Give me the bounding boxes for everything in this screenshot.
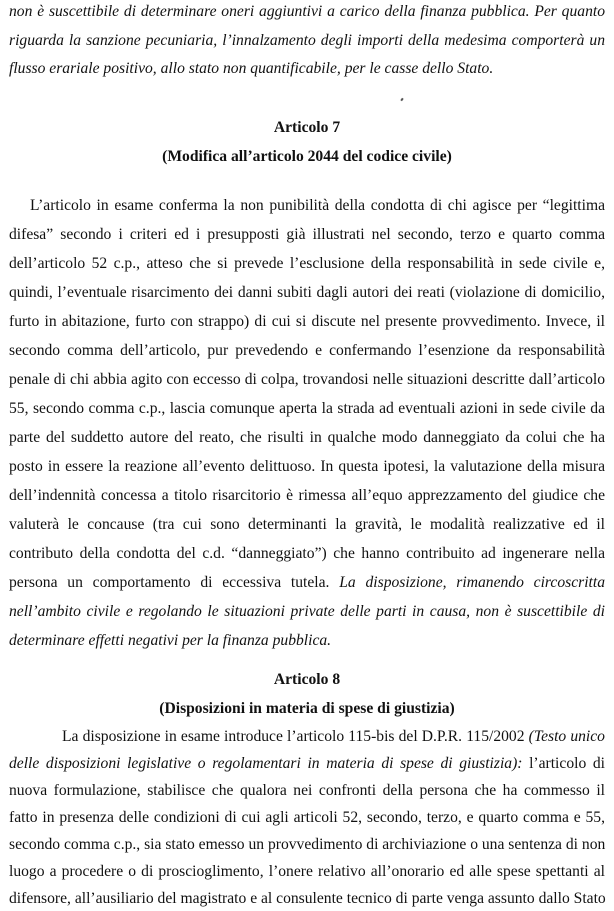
art7-line-2: difesa” secondo i criteri ed i presupposti già illustrati nel secondo, terzo e quarto comma (9, 226, 605, 243)
art7-line-12: valuterà le concause (tra cui sono determinanti la gravità, le modalità realizzative ed il (9, 516, 605, 533)
art7-line-13: contributo della condotta del c.d. “danneggiato”) che hanno contribuito ad ingenerare nella (9, 545, 605, 562)
art7-line-11: dell’indennità concessa a titolo risarcitorio è rimessa all’equo apprezzamento del giudice che (9, 487, 605, 504)
art7-line-4: quindi, l’eventuale risarcimento dei danni subiti dagli autori dei reati (violazione di domicilio, (9, 284, 605, 301)
article-8-subtitle: (Disposizioni in materia di spese di giustizia) (159, 700, 455, 717)
art7-line-9: parte del suddetto autore del reato, che risulti in qualche modo danneggiato da colui che ha (9, 429, 605, 446)
art8-line-2-plain: l’articolo di (522, 755, 605, 772)
article-7-title: Articolo 7 (273, 119, 341, 136)
art8-line-2 (9, 754, 605, 774)
art7-line-1: L’articolo in esame conferma la non punibilità della condotta di chi agisce per “legittima (30, 197, 605, 214)
art8-line-7: difensore, all’ausiliario del magistrato e al consulente tecnico di parte venga assunto dallo Stato (9, 890, 606, 907)
intro-line-1: non è suscettibile di determinare oneri aggiuntivi a carico della finanza pubblica. Per quanto (9, 3, 605, 20)
art7-line-8: 55, secondo comma c.p., lascia comunque aperta la strada ad eventuali azioni in sede civile da (9, 400, 605, 417)
art7-line-3: dell’articolo 52 c.p., atteso che si prevede l’esclusione della responsabilità in sede civile e, (9, 255, 605, 272)
art8-line-1 (62, 727, 605, 747)
art7-line-7: penale di chi abbia agito con eccesso di colpa, trovandosi nelle situazioni descritte dall’articolo (9, 371, 605, 388)
art8-line-6: luogo a procedere o di proscioglimento, l’onere relativo all’onorario ed alle spese spettanti al (9, 863, 605, 880)
intro-line-3: flusso erariale positivo, allo stato non quantificabile, per le casse dello Stato. (9, 60, 494, 77)
scan-speck (400, 98, 403, 102)
art8-line-1-plain: La disposizione in esame introduce l’articolo 115-bis del D.P.R. 115/2002 (62, 728, 529, 745)
art7-line-10: posto in essere la reazione all’evento delittuoso. In questa ipotesi, la valutazione della misura (9, 458, 605, 475)
article-7-subtitle: (Modifica all’articolo 2044 del codice civile) (162, 148, 452, 165)
art7-line-14-italic: La disposizione, rimanendo circoscritta (339, 574, 605, 591)
art7-line-14-plain: persona un comportamento di eccessiva tutela. (9, 574, 340, 591)
intro-line-2: riguarda la sanzione pecuniaria, l’innalzamento degli importi della medesima comporterà un (9, 32, 605, 49)
art8-line-1-italic: (Testo unico (528, 728, 605, 745)
art7-italic-line-2: determinare effetti negativi per la finanza pubblica. (9, 632, 332, 649)
art8-line-5: secondo comma c.p., sia stato emesso un provvedimento di archiviazione o una sentenza di non (9, 836, 606, 853)
art7-line-5: furto in abitazione, furto con strappo) di cui si discute nel presente provvedimento. Invece, il (9, 313, 605, 330)
art7-line-6: secondo comma dell’articolo, pur prevedendo e confermando l’esenzione da responsabilità (9, 342, 605, 359)
art8-line-4: fatto in presenza delle condizioni di cui agli articoli 52, secondo, terzo, e quarto comma e 55, (9, 809, 605, 826)
art7-italic-line-1: nell’ambito civile e regolando le situazioni private delle parti in causa, non è suscettibile di (9, 603, 605, 620)
art8-line-2-italic: delle disposizioni legislative o regolamentari in materia di spese di giustizia): (9, 755, 523, 772)
art7-line-14 (9, 573, 605, 593)
art8-line-3: nuova formulazione, stabilisce che qualora nei confronti della persona che ha commesso il (9, 782, 605, 799)
article-8-title: Articolo 8 (273, 671, 341, 688)
